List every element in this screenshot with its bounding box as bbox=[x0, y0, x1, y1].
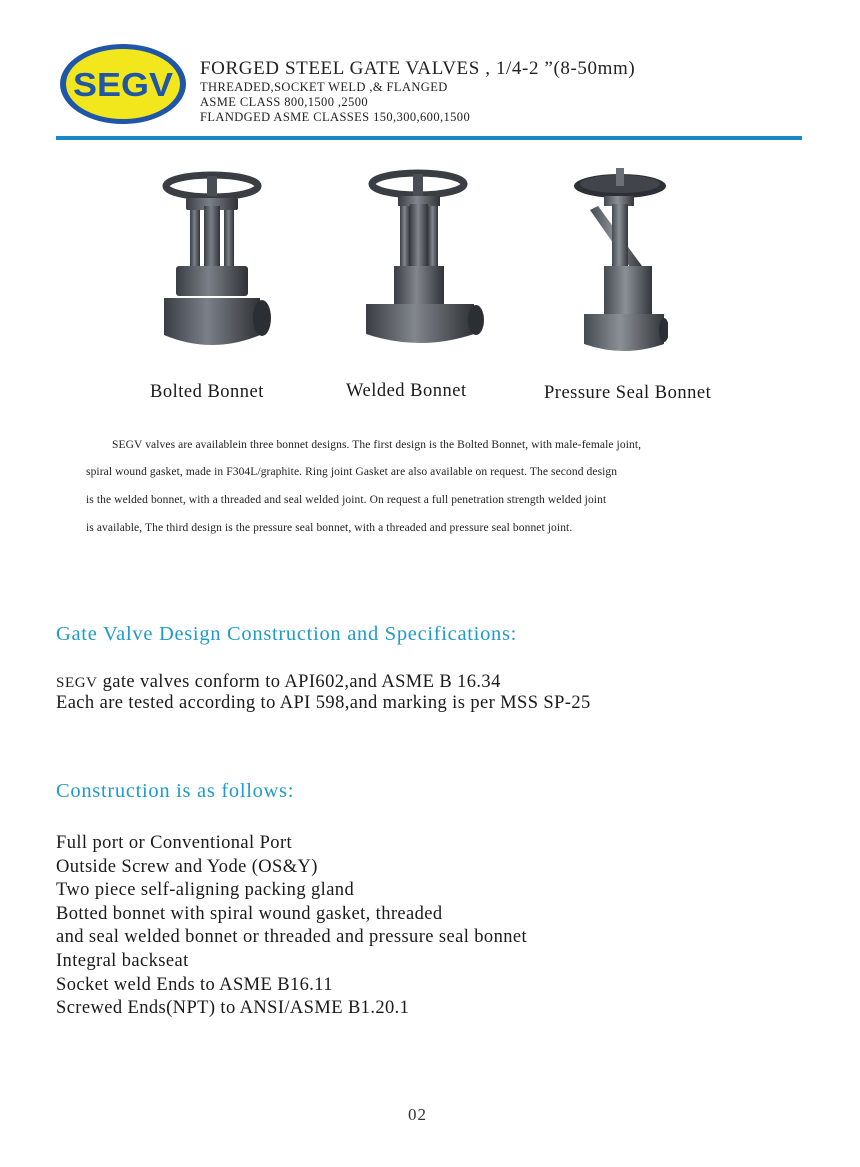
construction-item: Integral backseat bbox=[56, 950, 189, 971]
header-line-3: FLANDGED ASME CLASSES 150,300,600,1500 bbox=[200, 110, 471, 124]
intro-line-4: is available, The third design is the pressure seal bonnet, with a threaded and pressure seal bonnet joint. bbox=[86, 522, 573, 534]
construction-item: Outside Screw and Yode (OS&Y) bbox=[56, 856, 318, 877]
page-number: 02 bbox=[408, 1105, 427, 1124]
document-title: FORGED STEEL GATE VALVES , 1/4-2 ”(8-50mm) bbox=[200, 58, 636, 79]
spec-line-1-text: gate valves conform to API602,and ASME B 16.34 bbox=[97, 672, 501, 692]
construction-item: Socket weld Ends to ASME B16.11 bbox=[56, 974, 333, 995]
intro-line-1: SEGV valves are availablein three bonnet designs. The first design is the Bolted Bonnet, with male-female joint, bbox=[112, 439, 642, 451]
construction-item: Full port or Conventional Port bbox=[56, 833, 293, 853]
spec-line-2: Each are tested according to API 598,and marking is per MSS SP-25 bbox=[56, 693, 591, 713]
construction-item: Two piece self-aligning packing gland bbox=[56, 880, 355, 901]
construction-item: Botted bonnet with spiral wound gasket, threaded bbox=[56, 903, 443, 924]
welded-bonnet-valve-image bbox=[358, 166, 488, 362]
header-line-1: THREADED,SOCKET WELD ,& FLANGED bbox=[200, 80, 448, 94]
segv-logo bbox=[58, 42, 188, 126]
construction-section-title: Construction is as follows: bbox=[56, 780, 295, 802]
spec-section-title: Gate Valve Design Construction and Specifications: bbox=[56, 623, 518, 645]
construction-item: and seal welded bonnet or threaded and pressure seal bonnet bbox=[56, 927, 528, 948]
caption-pressure-seal-bonnet: Pressure Seal Bonnet bbox=[544, 383, 712, 403]
spec-line-1 bbox=[56, 672, 501, 693]
caption-welded-bonnet: Welded Bonnet bbox=[346, 381, 467, 401]
header-line-2: ASME CLASS 800,1500 ,2500 bbox=[200, 95, 369, 109]
construction-list bbox=[56, 832, 527, 1021]
pressure-seal-bonnet-valve-image bbox=[568, 166, 668, 362]
logo-text: SEGV bbox=[73, 66, 173, 103]
spec-line-1-brand: SEGV bbox=[56, 675, 98, 691]
caption-bolted-bonnet: Bolted Bonnet bbox=[150, 382, 264, 402]
header-rule bbox=[56, 136, 802, 140]
construction-item: Screwed Ends(NPT) to ANSI/ASME B1.20.1 bbox=[56, 998, 410, 1019]
intro-line-3: is the welded bonnet, with a threaded and seal welded joint. On request a full penetration strength welded joint bbox=[86, 494, 607, 506]
bolted-bonnet-valve-image bbox=[150, 170, 280, 360]
intro-line-2: spiral wound gasket, made in F304L/graphite. Ring joint Gasket are also available on request. The second design bbox=[86, 466, 618, 478]
